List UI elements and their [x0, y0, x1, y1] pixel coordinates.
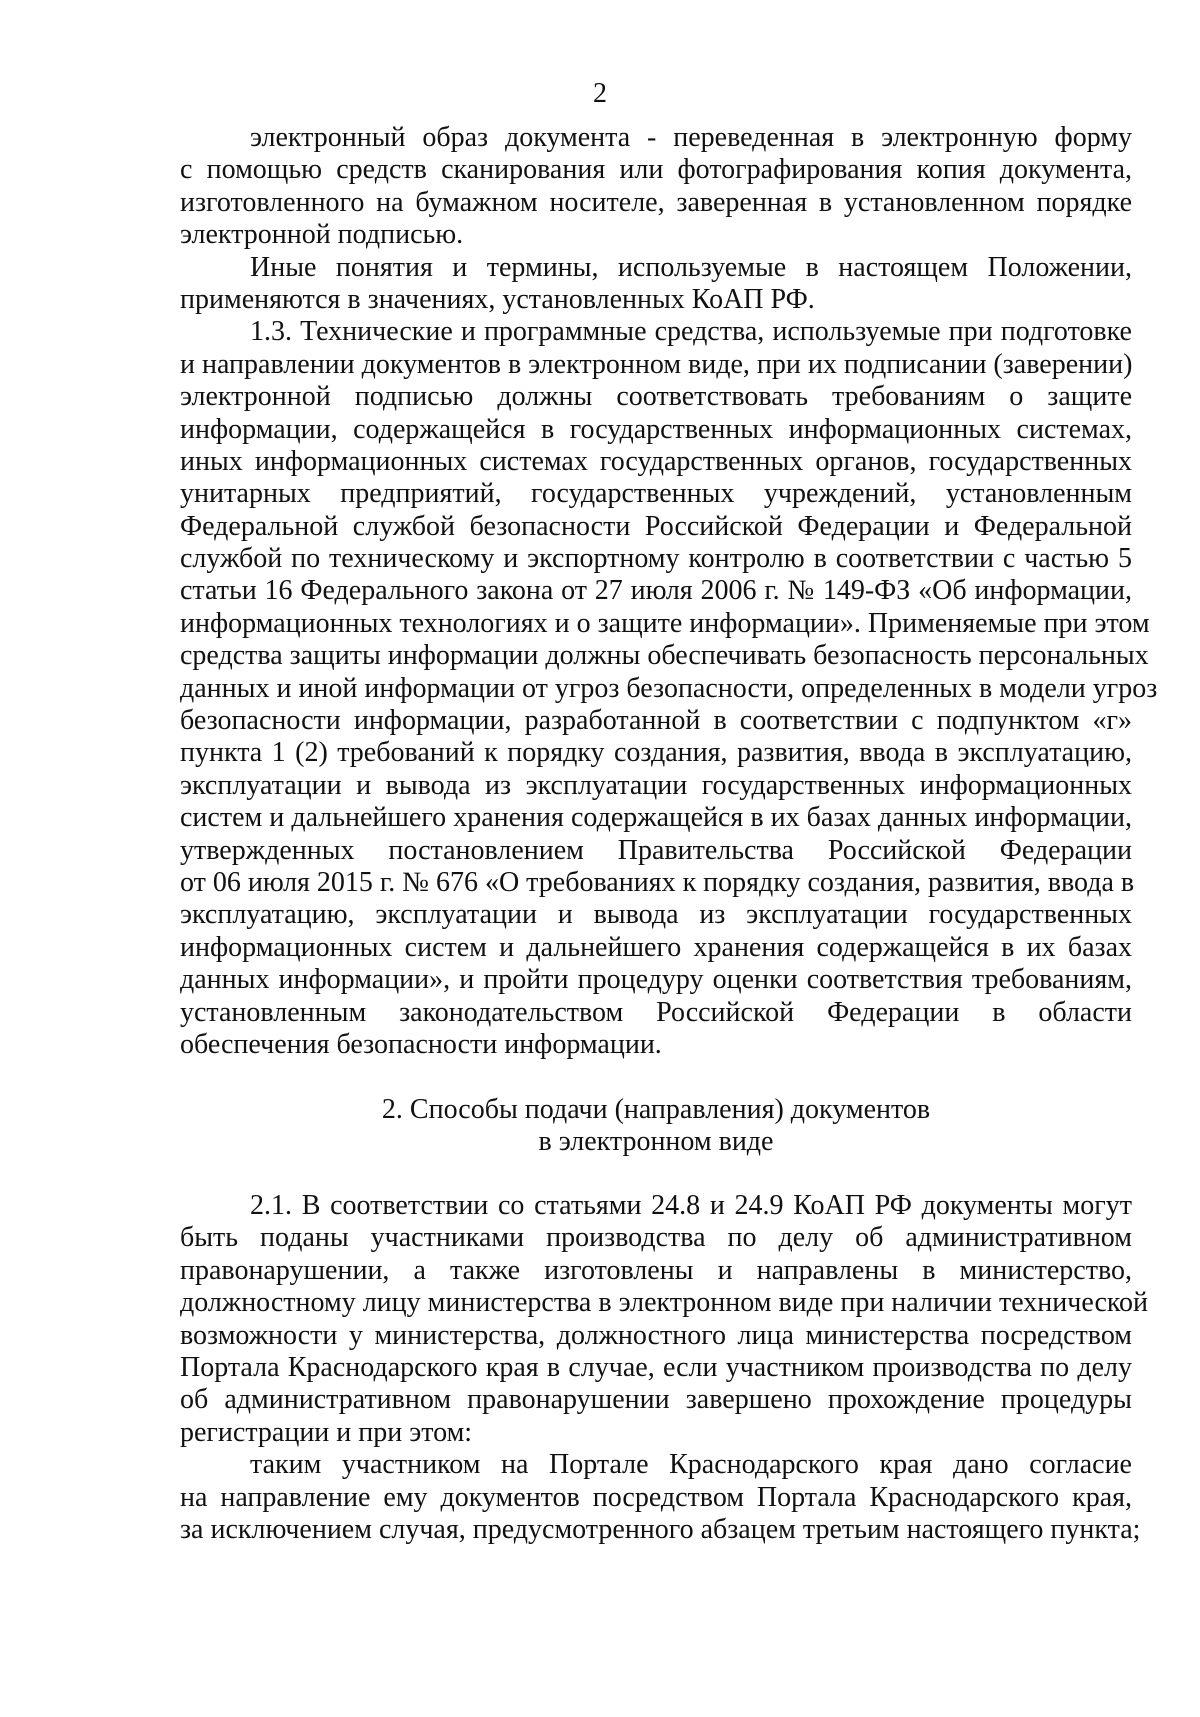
text-line: на направление ему документов посредством Портала Краснодарского края, — [180, 1481, 1132, 1513]
text-line: правонарушении, а также изготовлены и направлены в министерство, — [180, 1254, 1132, 1286]
heading-line: в электронном виде — [538, 1126, 774, 1158]
text-line: данных и иной информации от угроз безопасности, определенных в модели угроз — [180, 672, 1158, 704]
text-line: безопасности информации, разработанной в соответствии с подпунктом «г» — [180, 705, 1132, 737]
text-line: средства защиты информации должны обеспечивать безопасность персональных — [180, 640, 1149, 672]
paragraph-clause-1-3 — [180, 316, 1158, 1061]
text-line: Федеральной службой безопасности Российской Федерации и Федеральной — [180, 510, 1132, 542]
text-line: установленным законодательством Российской Федерации в области — [180, 996, 1132, 1028]
text-line: за исключением случая, предусмотренного абзацем третьим настоящего пункта; — [180, 1513, 1141, 1545]
section-2-heading — [180, 1094, 1132, 1159]
text-line: утвержденных постановлением Правительства Российской Федерации — [180, 834, 1132, 866]
text-line: Портала Краснодарского края в случае, если участником производства по делу — [180, 1351, 1132, 1383]
paragraph-consent — [180, 1449, 1141, 1546]
text-line: возможности у министерства, должностного лица министерства посредством — [180, 1319, 1132, 1351]
text-line: эксплуатации и вывода из эксплуатации государственных информационных — [180, 769, 1132, 801]
text-line: быть поданы участниками производства по делу об административном — [180, 1222, 1132, 1254]
paragraph-electronic-image-definition — [180, 122, 1132, 252]
heading-line: 2. Способы подачи (направления) документов — [381, 1094, 931, 1125]
text-line: статьи 16 Федерального закона от 27 июля 2006 г. № 149-ФЗ «Об информации, — [180, 575, 1132, 607]
text-line: обеспечения безопасности информации. — [180, 1028, 662, 1060]
text-line: регистрации и при этом: — [180, 1416, 473, 1448]
text-line: 1.3. Технические и программные средства, используемые при подготовке — [250, 316, 1132, 348]
text-line: пункта 1 (2) требований к порядку создания, развития, ввода в эксплуатацию, — [180, 737, 1132, 769]
text-line: иных информационных системах государственных органов, государственных — [180, 445, 1132, 477]
text-line: информации, содержащейся в государственных информационных системах, — [180, 413, 1132, 445]
text-line: об административном правонарушении завершено прохождение процедуры — [180, 1384, 1132, 1416]
text-line: информационных систем и дальнейшего хранения содержащейся в их базах — [180, 931, 1132, 963]
text-line: службой по техническому и экспортному контролю в соответствии с частью 5 — [180, 543, 1132, 575]
section-1-text — [180, 122, 1158, 1061]
text-line: электронной подписью. — [180, 219, 464, 251]
text-line: данных информации», и пройти процедуру оценки соответствия требованиям, — [180, 964, 1132, 996]
text-line: электронной подписью должны соответствовать требованиям о защите — [180, 381, 1132, 413]
paragraph-clause-2-1 — [180, 1190, 1149, 1449]
text-line: от 06 июля 2015 г. № 676 «О требованиях к порядку создания, развития, ввода в — [180, 866, 1135, 898]
text-line: должностному лицу министерства в электронном виде при наличии технической — [180, 1287, 1149, 1319]
paragraph-other-terms — [180, 252, 1132, 317]
text-line: унитарных предприятий, государственных учреждений, установленным — [180, 478, 1132, 510]
text-line: изготовленного на бумажном носителе, заверенная в установленном порядке — [180, 186, 1132, 218]
text-line: и направлении документов в электронном виде, при их подписании (заверении) — [180, 348, 1133, 380]
text-line: таким участником на Портале Краснодарского края дано согласие — [250, 1449, 1132, 1481]
text-line: систем и дальнейшего хранения содержащейся в их базах данных информации, — [180, 802, 1132, 834]
text-line: эксплуатацию, эксплуатации и вывода из эксплуатации государственных — [180, 899, 1132, 931]
text-line: Иные понятия и термины, используемые в настоящем Положении, — [250, 251, 1132, 283]
section-2-text — [180, 1190, 1149, 1546]
text-line: с помощью средств сканирования или фотографирования копия документа, — [180, 154, 1132, 186]
text-line: электронный образ документа - переведенная в электронную форму — [250, 122, 1132, 153]
page-number: 2 — [593, 78, 607, 109]
text-line: применяются в значениях, установленных КоАП РФ. — [180, 283, 815, 315]
text-line: информационных технологиях и о защите информации». Применяемые при этом — [180, 607, 1150, 639]
text-line: 2.1. В соответствии со статьями 24.8 и 24.9 КоАП РФ документы могут — [250, 1190, 1132, 1221]
